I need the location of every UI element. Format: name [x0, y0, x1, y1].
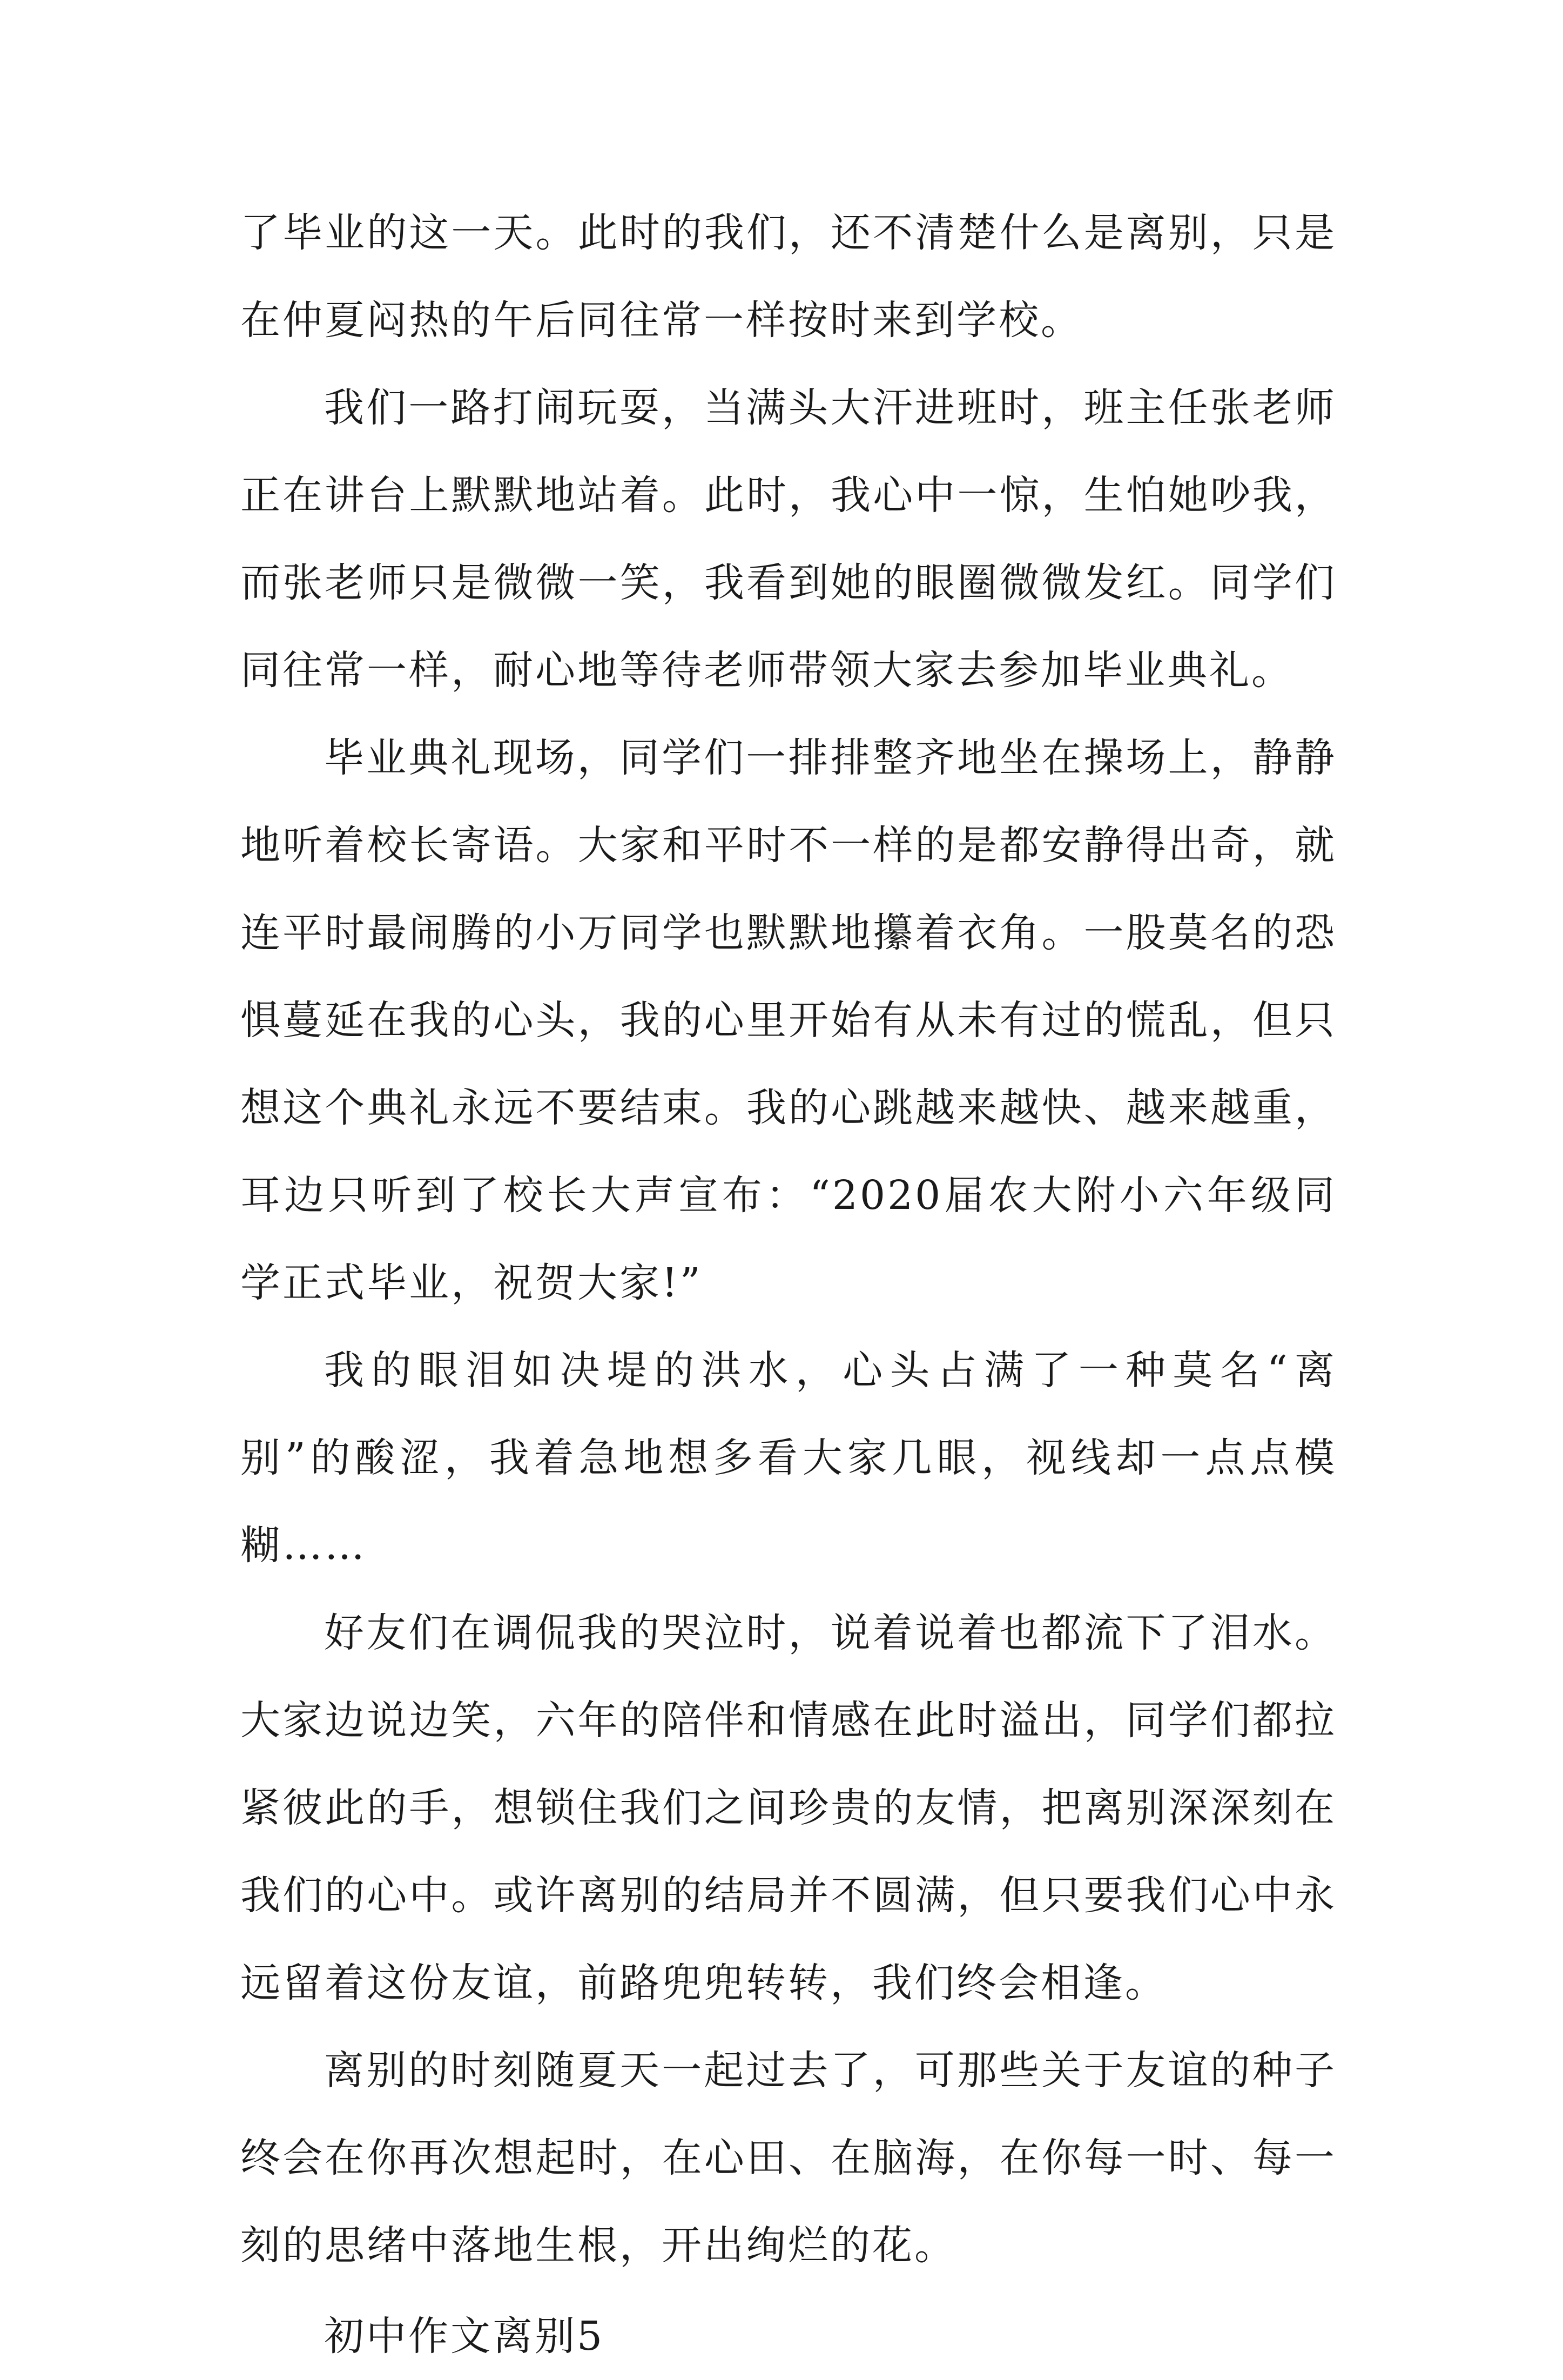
paragraph: 毕业典礼现场，同学们一排排整齐地坐在操场上，静静地听着校长寄语。大家和平时不一样的是都安静得出奇，就连平时最闹腾的小万同学也默默地攥着衣角。一股莫名的恐惧蔓延在我的心头，我的心里开始有从未有过的慌乱，但只想这个典礼永远不要结束。我的心跳越来越快、越来越重，耳边只听到了校长大声宣布：“2020届农大附小六年级同学正式毕业，祝贺大家!” [240, 735, 1337, 1306]
paragraph: 好友们在调侃我的哭泣时，说着说着也都流下了泪水。大家边说边笑，六年的陪伴和情感在此时溢出，同学们都拉紧彼此的手，想锁住我们之间珍贵的友情，把离别深深刻在我们的心中。或许离别的结局并不圆满，但只要我们心中永远留着这份友谊，前路兜兜转转，我们终会相逢。 [240, 1610, 1337, 2006]
document-body [240, 189, 1337, 2380]
paragraph: 我们一路打闹玩耍，当满头大汗进班时，班主任张老师正在讲台上默默地站着。此时，我心中一惊，生怕她吵我，而张老师只是微微一笑，我看到她的眼圈微微发红。同学们同往常一样，耐心地等待老师带领大家去参加毕业典礼。 [240, 385, 1337, 694]
paragraph-continuation: 了毕业的这一天。此时的我们，还不清楚什么是离别，只是在仲夏闷热的午后同往常一样按时来到学校。 [240, 210, 1337, 344]
paragraph: 我的眼泪如决堤的洪水，心头占满了一种莫名“离别”的酸涩，我着急地想多看大家几眼，视线却一点点模糊…… [240, 1347, 1337, 1569]
section-heading: 初中作文离别5 [324, 2313, 605, 2359]
paragraph: 离别的时刻随夏天一起过去了，可那些关于友谊的种子终会在你再次想起时，在心田、在脑海，在你每一时、每一刻的思绪中落地生根，开出绚烂的花。 [240, 2047, 1337, 2269]
